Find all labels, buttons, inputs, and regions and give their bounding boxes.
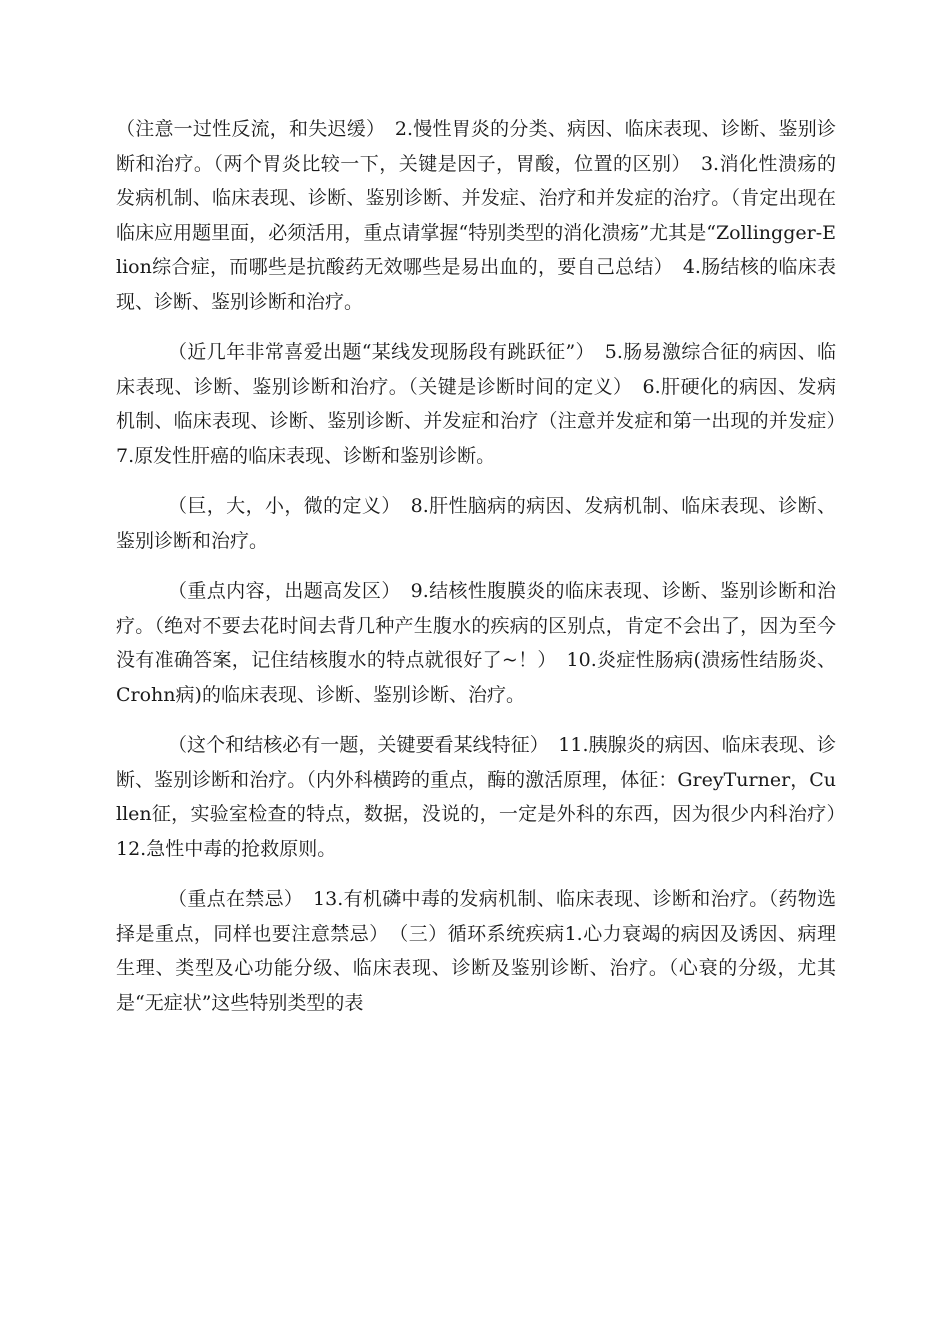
paragraph-2: （近几年非常喜爱出题“某线发现肠段有跳跃征”） 5.肠易激综合征的病因、临床表现、诊断、鉴别诊断和治疗。（关键是诊断时间的定义） 6.肝硬化的病因、发病机制、临床表现、诊断、鉴别诊断、并发症和治疗（注意并发症和第一出现的并发症） 7.原发性肝癌的临床表现、诊断和鉴别诊断。 xyxy=(116,341,856,467)
paragraph-3: （巨，大，小，微的定义） 8.肝性脑病的病因、发病机制、临床表现、诊断、鉴别诊断和治疗。 xyxy=(116,495,836,552)
paragraph-4: （重点内容，出题高发区） 9.结核性腹膜炎的临床表现、诊断、鉴别诊断和治疗。（绝对不要去花时间去背几种产生腹水的疾病的区别点，肯定不会出了，因为至今没有准确答案，记住结核腹水的特点就很好了~！） 10.炎症性肠病(溃疡性结肠炎、Crohn病)的临床表现、诊断、鉴别诊断、治疗。 xyxy=(116,580,836,706)
paragraph-gap xyxy=(116,866,836,882)
paragraph-gap xyxy=(116,558,836,574)
paragraph-gap xyxy=(116,473,836,489)
document-body xyxy=(116,112,856,1020)
paragraph-gap xyxy=(116,319,836,335)
paragraph-6: （重点在禁忌） 13.有机磷中毒的发病机制、临床表现、诊断和治疗。（药物选择是重点，同样也要注意禁忌） （三）循环系统疾病1.心力衰竭的病因及诱因、病理生理、类型及心功能分级、临床表现、诊断及鉴别诊断、治疗。（心衰的分级，尤其是“无症状”这些特别类型的表 xyxy=(116,888,836,1014)
paragraph-gap xyxy=(116,712,836,728)
paragraph-5: （这个和结核必有一题，关键要看某线特征） 11.胰腺炎的病因、临床表现、诊断、鉴别诊断和治疗。（内外科横跨的重点，酶的激活原理，体征：GreyTurner，Cullen征，实验室检查的特点，数据，没说的，一定是外科的东西，因为很少内科治疗） 12.急性中毒的抢救原则。 xyxy=(116,734,856,860)
paragraph-1: （注意一过性反流，和失迟缓） 2.慢性胃炎的分类、病因、临床表现、诊断、鉴别诊断和治疗。（两个胃炎比较一下，关键是因子，胃酸，位置的区别） 3.消化性溃疡的发病机制、临床表现、诊断、鉴别诊断、并发症、治疗和并发症的治疗。（肯定出现在临床应用题里面，必须活用，重点请掌握“特别类型的消化溃疡”尤其是“Zollingger-Elion综合症，而哪些是抗酸药无效哪些是易出血的，要自己总结） 4.肠结核的临床表现、诊断、鉴别诊断和治疗。 xyxy=(116,118,836,313)
